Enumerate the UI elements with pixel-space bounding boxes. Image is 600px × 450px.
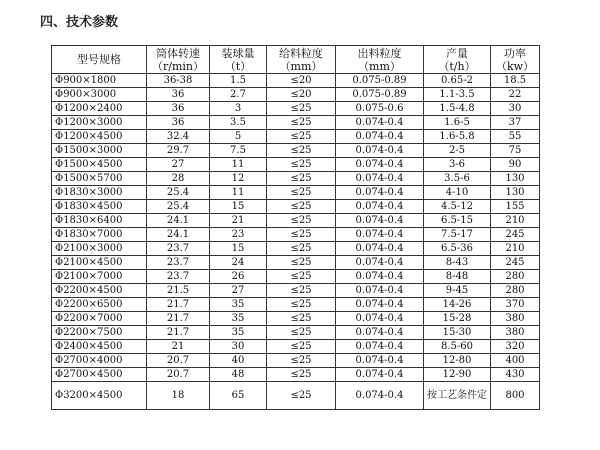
- cell-ball-load: 21: [210, 214, 267, 228]
- cell-feed-size: ≤25: [267, 270, 336, 284]
- cell-discharge-size: 0.075-0.6: [336, 102, 424, 116]
- table-header-row: [52, 46, 540, 74]
- table-row: [52, 228, 540, 242]
- cell-feed-size: ≤25: [267, 312, 336, 326]
- table-row: [52, 200, 540, 214]
- cell-ball-load: 30: [210, 340, 267, 354]
- cell-feed-size: ≤25: [267, 340, 336, 354]
- table-row: [52, 158, 540, 172]
- cell-model: Φ900×3000: [52, 88, 147, 102]
- cell-drum-speed: 36: [147, 88, 210, 102]
- cell-ball-load: 65: [210, 382, 267, 410]
- cell-capacity: 4.5-12: [424, 200, 491, 214]
- cell-feed-size: ≤25: [267, 368, 336, 382]
- header-capacity: 产量 （t/h）: [424, 46, 491, 74]
- table-row: [52, 242, 540, 256]
- table-row: [52, 368, 540, 382]
- cell-drum-speed: 36: [147, 116, 210, 130]
- cell-ball-load: 5: [210, 130, 267, 144]
- cell-capacity: 8-43: [424, 256, 491, 270]
- cell-model: Φ2400×4500: [52, 340, 147, 354]
- cell-capacity: 12-80: [424, 354, 491, 368]
- cell-ball-load: 11: [210, 186, 267, 200]
- cell-capacity: 15-30: [424, 326, 491, 340]
- cell-discharge-size: 0.074-0.4: [336, 228, 424, 242]
- cell-model: Φ1500×3000: [52, 144, 147, 158]
- cell-ball-load: 3.5: [210, 116, 267, 130]
- cell-model: Φ2200×7500: [52, 326, 147, 340]
- header-feed-size: 给料粒度 （mm）: [267, 46, 336, 74]
- cell-model: Φ1830×4500: [52, 200, 147, 214]
- cell-power: 130: [491, 172, 540, 186]
- section-title: 四、技术参数: [40, 15, 119, 30]
- table-row: [52, 116, 540, 130]
- cell-capacity: 1.6-5.8: [424, 130, 491, 144]
- cell-model: Φ2200×7000: [52, 312, 147, 326]
- cell-power: 22: [491, 88, 540, 102]
- cell-power: 280: [491, 270, 540, 284]
- cell-discharge-size: 0.074-0.4: [336, 382, 424, 410]
- table-row: [52, 284, 540, 298]
- cell-ball-load: 35: [210, 298, 267, 312]
- cell-drum-speed: 21.7: [147, 312, 210, 326]
- cell-model: Φ1200×2400: [52, 102, 147, 116]
- header-ball-load: 装球量 （t）: [210, 46, 267, 74]
- cell-drum-speed: 32.4: [147, 130, 210, 144]
- cell-discharge-size: 0.074-0.4: [336, 214, 424, 228]
- cell-discharge-size: 0.074-0.4: [336, 172, 424, 186]
- table-row: [52, 214, 540, 228]
- cell-model: Φ1200×4500: [52, 130, 147, 144]
- cell-power: 90: [491, 158, 540, 172]
- cell-drum-speed: 21.7: [147, 326, 210, 340]
- table-row: [52, 312, 540, 326]
- cell-model: Φ2100×3000: [52, 242, 147, 256]
- cell-drum-speed: 36: [147, 102, 210, 116]
- cell-drum-speed: 27: [147, 158, 210, 172]
- header-model: 型号规格: [52, 46, 147, 74]
- cell-discharge-size: 0.074-0.4: [336, 130, 424, 144]
- table-row: [52, 256, 540, 270]
- cell-discharge-size: 0.074-0.4: [336, 270, 424, 284]
- cell-drum-speed: 23.7: [147, 270, 210, 284]
- cell-drum-speed: 29.7: [147, 144, 210, 158]
- cell-model: Φ1830×3000: [52, 186, 147, 200]
- cell-drum-speed: 24.1: [147, 228, 210, 242]
- cell-capacity: 1.1-3.5: [424, 88, 491, 102]
- cell-discharge-size: 0.074-0.4: [336, 368, 424, 382]
- cell-feed-size: ≤25: [267, 116, 336, 130]
- cell-drum-speed: 21: [147, 340, 210, 354]
- table-row: [52, 382, 540, 410]
- cell-discharge-size: 0.074-0.4: [336, 284, 424, 298]
- cell-drum-speed: 36-38: [147, 74, 210, 88]
- table-row: [52, 144, 540, 158]
- cell-drum-speed: 21.7: [147, 298, 210, 312]
- cell-feed-size: ≤20: [267, 88, 336, 102]
- cell-feed-size: ≤25: [267, 382, 336, 410]
- cell-discharge-size: 0.074-0.4: [336, 116, 424, 130]
- table-row: [52, 74, 540, 88]
- cell-power: 800: [491, 382, 540, 410]
- cell-discharge-size: 0.074-0.4: [336, 186, 424, 200]
- cell-ball-load: 3: [210, 102, 267, 116]
- cell-capacity: 按工艺条件定: [424, 382, 491, 410]
- cell-power: 155: [491, 200, 540, 214]
- cell-model: Φ2200×6500: [52, 298, 147, 312]
- cell-capacity: 7.5-17: [424, 228, 491, 242]
- cell-drum-speed: 21.5: [147, 284, 210, 298]
- cell-feed-size: ≤25: [267, 130, 336, 144]
- cell-model: Φ1830×6400: [52, 214, 147, 228]
- cell-capacity: 4-10: [424, 186, 491, 200]
- cell-power: 320: [491, 340, 540, 354]
- cell-power: 75: [491, 144, 540, 158]
- cell-discharge-size: 0.074-0.4: [336, 144, 424, 158]
- cell-model: Φ2700×4000: [52, 354, 147, 368]
- cell-drum-speed: 23.7: [147, 256, 210, 270]
- cell-feed-size: ≤25: [267, 158, 336, 172]
- cell-feed-size: ≤25: [267, 354, 336, 368]
- cell-discharge-size: 0.074-0.4: [336, 340, 424, 354]
- cell-discharge-size: 0.075-0.89: [336, 74, 424, 88]
- cell-discharge-size: 0.074-0.4: [336, 298, 424, 312]
- cell-capacity: 3-6: [424, 158, 491, 172]
- cell-ball-load: 23: [210, 228, 267, 242]
- cell-discharge-size: 0.074-0.4: [336, 256, 424, 270]
- cell-capacity: 9-45: [424, 284, 491, 298]
- cell-discharge-size: 0.074-0.4: [336, 158, 424, 172]
- cell-ball-load: 2.7: [210, 88, 267, 102]
- cell-power: 280: [491, 284, 540, 298]
- header-discharge-size: 出料粒度 （mm）: [336, 46, 424, 74]
- cell-feed-size: ≤25: [267, 326, 336, 340]
- cell-model: Φ900×1800: [52, 74, 147, 88]
- header-power: 功率 （kw）: [491, 46, 540, 74]
- cell-capacity: 3.5-6: [424, 172, 491, 186]
- cell-ball-load: 1.5: [210, 74, 267, 88]
- cell-power: 18.5: [491, 74, 540, 88]
- cell-ball-load: 15: [210, 242, 267, 256]
- cell-capacity: 14-26: [424, 298, 491, 312]
- table-row: [52, 130, 540, 144]
- cell-power: 55: [491, 130, 540, 144]
- cell-capacity: 15-28: [424, 312, 491, 326]
- cell-drum-speed: 23.7: [147, 242, 210, 256]
- cell-drum-speed: 18: [147, 382, 210, 410]
- cell-model: Φ2700×4500: [52, 368, 147, 382]
- cell-model: Φ1830×7000: [52, 228, 147, 242]
- table-row: [52, 354, 540, 368]
- table-row: [52, 186, 540, 200]
- cell-capacity: 1.5-4.8: [424, 102, 491, 116]
- cell-ball-load: 11: [210, 158, 267, 172]
- header-drum-speed: 筒体转速 （r/min）: [147, 46, 210, 74]
- cell-power: 130: [491, 186, 540, 200]
- cell-model: Φ2100×7000: [52, 270, 147, 284]
- cell-ball-load: 35: [210, 312, 267, 326]
- cell-capacity: 6.5-36: [424, 242, 491, 256]
- cell-feed-size: ≤25: [267, 242, 336, 256]
- cell-feed-size: ≤25: [267, 186, 336, 200]
- cell-ball-load: 12: [210, 172, 267, 186]
- cell-ball-load: 15: [210, 200, 267, 214]
- cell-power: 37: [491, 116, 540, 130]
- cell-capacity: 2-5: [424, 144, 491, 158]
- cell-feed-size: ≤25: [267, 228, 336, 242]
- cell-ball-load: 27: [210, 284, 267, 298]
- cell-power: 370: [491, 298, 540, 312]
- cell-ball-load: 7.5: [210, 144, 267, 158]
- cell-discharge-size: 0.074-0.4: [336, 354, 424, 368]
- cell-capacity: 6.5-15: [424, 214, 491, 228]
- cell-ball-load: 24: [210, 256, 267, 270]
- cell-model: Φ1500×4500: [52, 158, 147, 172]
- cell-capacity: 8-48: [424, 270, 491, 284]
- cell-feed-size: ≤25: [267, 214, 336, 228]
- table-row: [52, 326, 540, 340]
- cell-model: Φ3200×4500: [52, 382, 147, 410]
- cell-model: Φ1500×5700: [52, 172, 147, 186]
- cell-discharge-size: 0.074-0.4: [336, 200, 424, 214]
- cell-drum-speed: 28: [147, 172, 210, 186]
- cell-power: 245: [491, 228, 540, 242]
- cell-feed-size: ≤25: [267, 102, 336, 116]
- cell-drum-speed: 20.7: [147, 368, 210, 382]
- cell-drum-speed: 24.1: [147, 214, 210, 228]
- cell-discharge-size: 0.074-0.4: [336, 326, 424, 340]
- table-row: [52, 172, 540, 186]
- cell-power: 400: [491, 354, 540, 368]
- cell-model: Φ1200×3000: [52, 116, 147, 130]
- cell-feed-size: ≤25: [267, 298, 336, 312]
- technical-parameters-table: [51, 45, 540, 410]
- cell-power: 380: [491, 326, 540, 340]
- cell-feed-size: ≤25: [267, 172, 336, 186]
- cell-model: Φ2200×4500: [52, 284, 147, 298]
- cell-feed-size: ≤25: [267, 284, 336, 298]
- table-row: [52, 270, 540, 284]
- cell-ball-load: 40: [210, 354, 267, 368]
- cell-drum-speed: 25.4: [147, 200, 210, 214]
- cell-power: 380: [491, 312, 540, 326]
- cell-power: 210: [491, 242, 540, 256]
- cell-feed-size: ≤25: [267, 256, 336, 270]
- cell-feed-size: ≤20: [267, 74, 336, 88]
- cell-feed-size: ≤25: [267, 144, 336, 158]
- cell-capacity: 12-90: [424, 368, 491, 382]
- cell-model: Φ2100×4500: [52, 256, 147, 270]
- cell-discharge-size: 0.074-0.4: [336, 312, 424, 326]
- cell-capacity: 0.65-2: [424, 74, 491, 88]
- cell-ball-load: 48: [210, 368, 267, 382]
- cell-feed-size: ≤25: [267, 200, 336, 214]
- cell-capacity: 8.5-60: [424, 340, 491, 354]
- cell-capacity: 1.6-5: [424, 116, 491, 130]
- cell-power: 430: [491, 368, 540, 382]
- cell-discharge-size: 0.075-0.89: [336, 88, 424, 102]
- cell-power: 30: [491, 102, 540, 116]
- cell-ball-load: 35: [210, 326, 267, 340]
- cell-drum-speed: 25.4: [147, 186, 210, 200]
- table-row: [52, 340, 540, 354]
- cell-drum-speed: 20.7: [147, 354, 210, 368]
- cell-ball-load: 26: [210, 270, 267, 284]
- cell-power: 210: [491, 214, 540, 228]
- cell-power: 245: [491, 256, 540, 270]
- table-row: [52, 298, 540, 312]
- table-row: [52, 88, 540, 102]
- cell-discharge-size: 0.074-0.4: [336, 242, 424, 256]
- table-row: [52, 102, 540, 116]
